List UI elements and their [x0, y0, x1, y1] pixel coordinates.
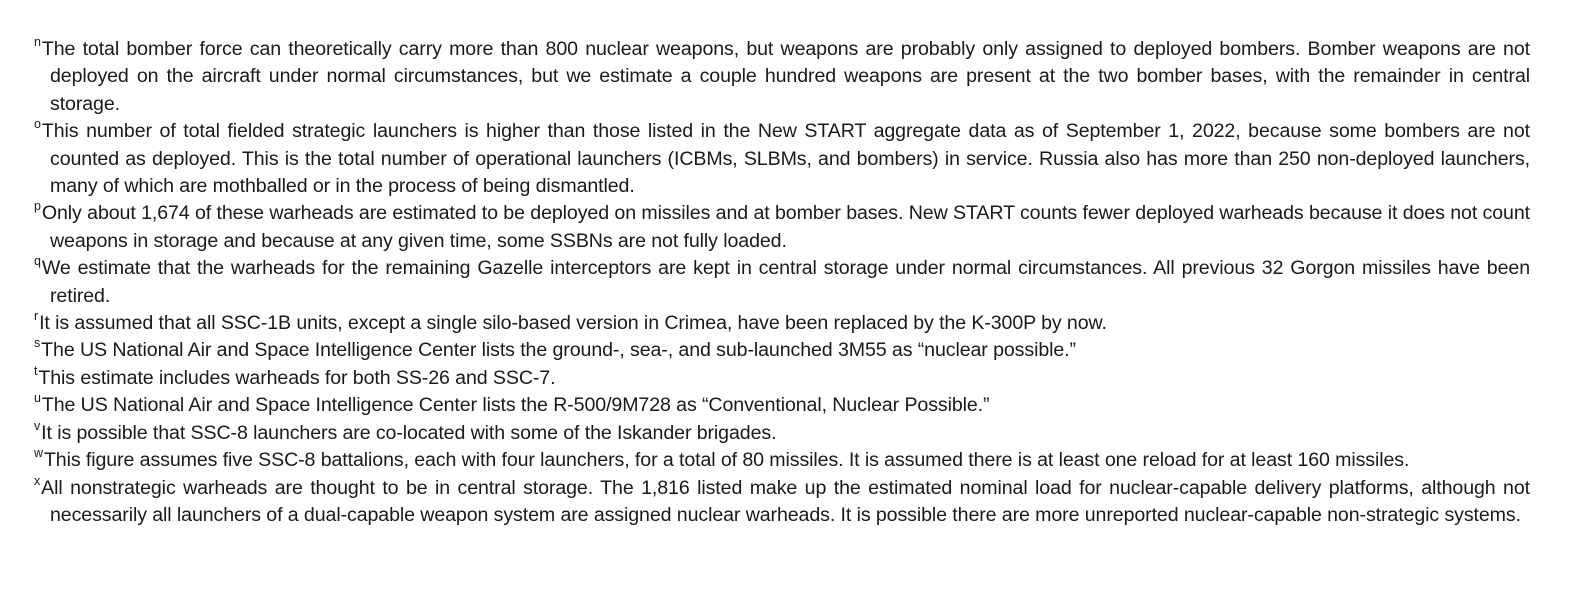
footnote-u [34, 392, 1530, 419]
footnote-text: It is possible that SSC-8 launchers are co-located with some of the Iskander brigades. [41, 421, 777, 444]
footnote-marker: w [34, 446, 43, 461]
footnote-marker: q [34, 254, 41, 269]
footnote-p [34, 200, 1530, 255]
footnote-s [34, 337, 1530, 364]
footnote-marker: r [34, 309, 39, 324]
footnote-marker: u [34, 391, 41, 406]
footnote-text: Only about 1,674 of these warheads are estimated to be deployed on missiles and at bomber bases. New START counts fewer deployed warheads because it does not count weapons in storage and because at any given time, some SSBNs are not fully loaded. [41, 202, 1530, 252]
footnote-marker: t [34, 363, 38, 378]
footnote-text: This figure assumes five SSC-8 battalions, each with four launchers, for a total of 80 missiles. It is assumed there is at least one reload for at least 160 missiles. [43, 449, 1410, 472]
footnote-w [34, 447, 1530, 474]
footnote-marker: s [34, 336, 41, 351]
footnote-r [34, 310, 1530, 337]
footnote-text: The US National Air and Space Intelligence Center lists the ground-, sea-, and sub-launched 3M55 as “nuclear possible.” [41, 339, 1076, 362]
footnote-marker: p [34, 199, 41, 214]
footnote-v [34, 420, 1530, 447]
footnote-text: It is assumed that all SSC-1B units, except a single silo-based version in Crimea, have been replaced by the K-300P by now. [39, 312, 1107, 335]
footnote-marker: o [34, 117, 41, 132]
footnote-q [34, 255, 1530, 310]
footnote-marker: n [34, 35, 41, 49]
footnote-text: The US National Air and Space Intelligence Center lists the R-500/9M728 as “Conventional, Nuclear Possible.” [41, 394, 990, 417]
footnote-marker: x [34, 473, 41, 488]
footnote-t [34, 365, 1530, 392]
footnote-text: The total bomber force can theoretically carry more than 800 nuclear weapons, but weapons are probably only assigned to deployed bombers. Bomber weapons are not deployed on the aircraft under normal circumstances, but we estimate a couple hundred weapons are present at the two bomber bases, with the remainder in central storage. [41, 38, 1530, 115]
footnote-o [34, 118, 1530, 200]
footnote-text: This number of total fielded strategic launchers is higher than those listed in the New START aggregate data as of September 1, 2022, because some bombers are not counted as deployed. This is the total number of operational launchers (ICBMs, SLBMs, and bombers) in service. Russia also has more than 250 non-deployed launchers, many of which are mothballed or in the process of being dismantled. [41, 120, 1530, 198]
footnote-text: We estimate that the warheads for the remaining Gazelle interceptors are kept in central storage under normal circumstances. All previous 32 Gorgon missiles have been retired. [41, 257, 1530, 307]
footnote-x [34, 475, 1530, 530]
footnote-n [34, 36, 1530, 118]
footnotes-list [34, 36, 1530, 529]
footnote-text: This estimate includes warheads for both SS-26 and SSC-7. [38, 366, 556, 389]
footnote-marker: v [34, 418, 41, 433]
footnote-text: All nonstrategic warheads are thought to be in central storage. The 1,816 listed make up the estimated nominal load for nuclear-capable delivery platforms, although not necessarily all launchers of a dual-capable weapon system are assigned nuclear warheads. It is possible there are more unreported nuclear-capable non-strategic systems. [41, 476, 1530, 526]
